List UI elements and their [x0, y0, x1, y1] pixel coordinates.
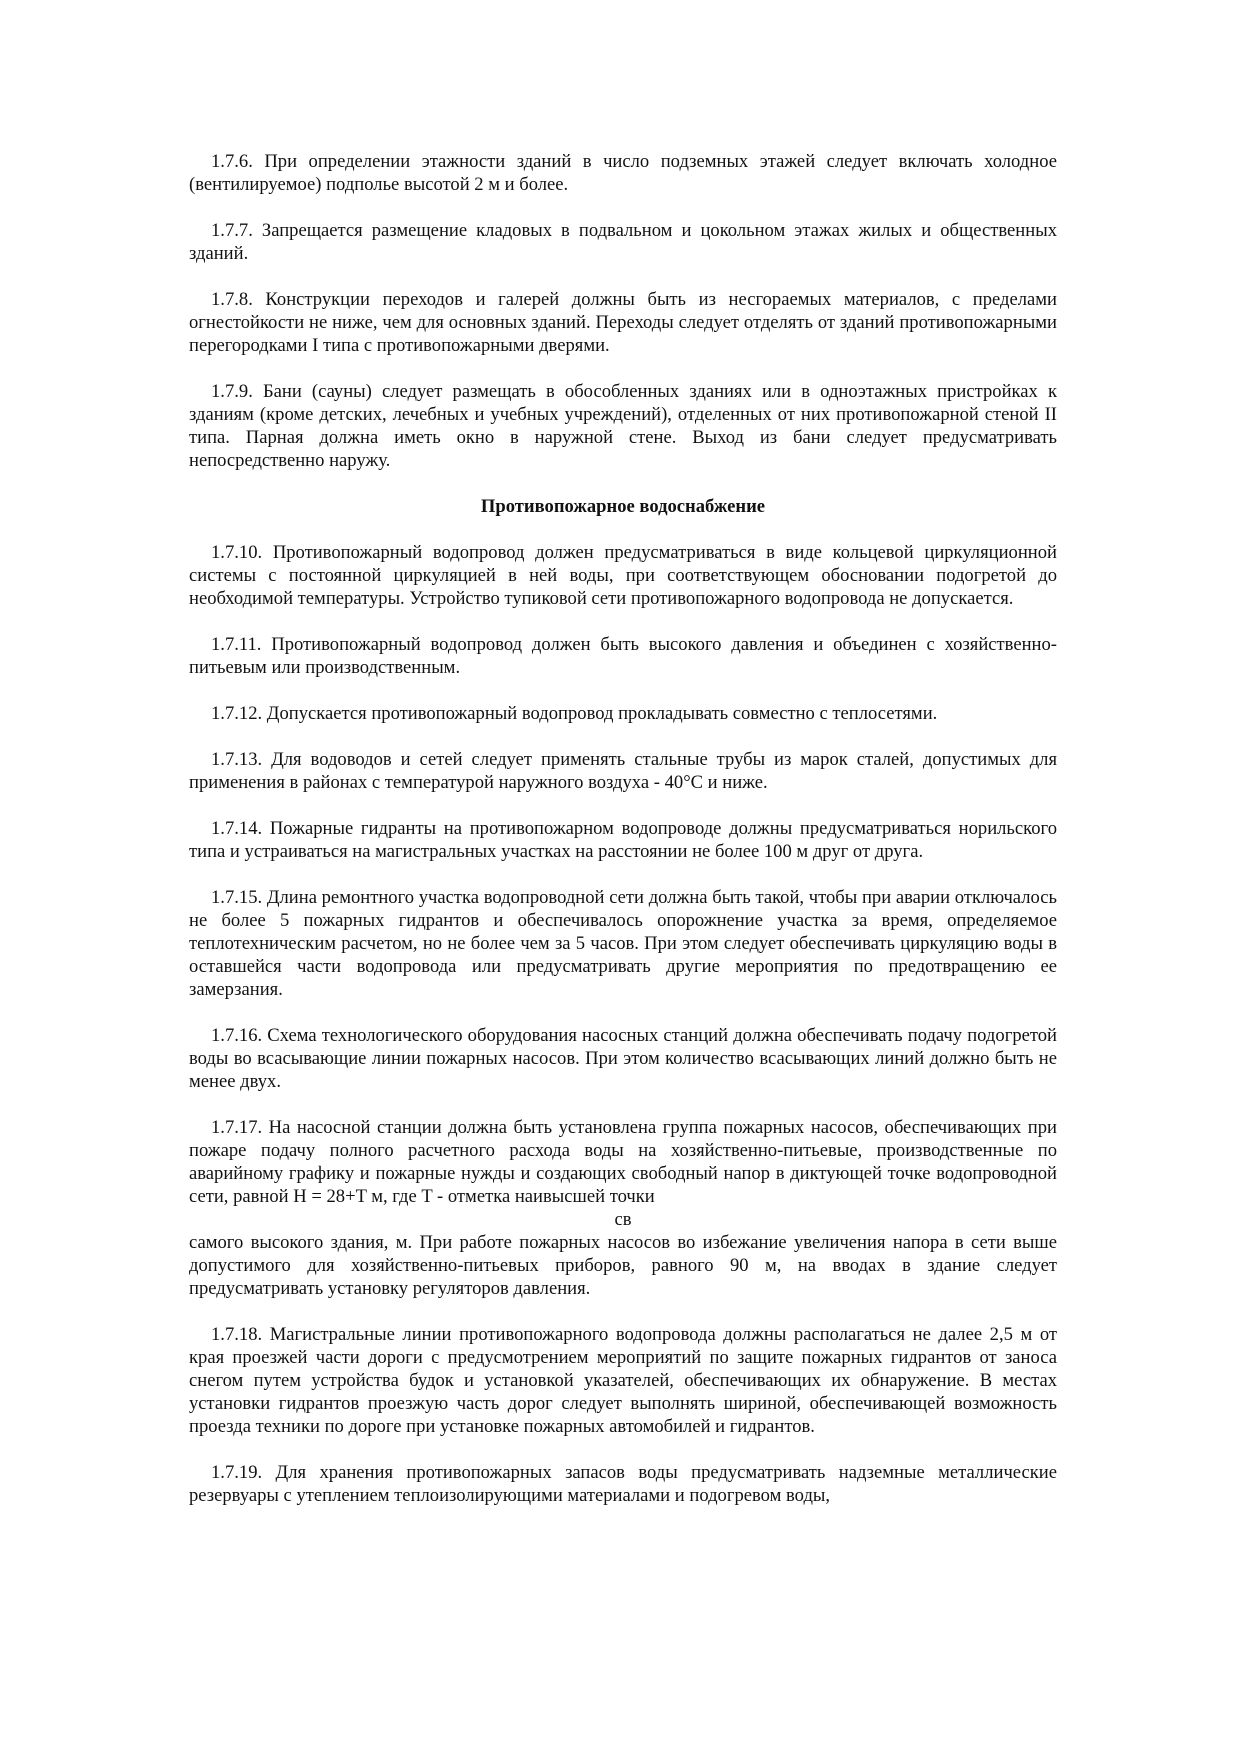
paragraph-1-7-6: 1.7.6. При определении этажности зданий в число подземных этажей следует включать холодное (вентилируемое) подполье высотой 2 м и более. — [189, 151, 1057, 195]
paragraph-1-7-8: 1.7.8. Конструкции переходов и галерей должны быть из несгораемых материалов, с пределами огнестойкости не ниже, чем для основных зданий. Переходы следует отделять от зданий противопожарными перегородками I типа с противопожарными дверями. — [189, 289, 1057, 356]
paragraph-1-7-18: 1.7.18. Магистральные линии противопожарного водопровода должны располагаться не далее 2,5 м от края проезжей части дороги с предусмотрением мероприятий по защите пожарных гидрантов от заноса снегом путем устройства будок и установкой указателей, обеспечивающих их обнаружение. В местах установки гидрантов проезжую часть дорог следует выполнять шириной, обеспечивающей возможность проезда техники по дороге при установке пожарных автомобилей и гидрантов. — [189, 1324, 1057, 1437]
paragraph-1-7-19: 1.7.19. Для хранения противопожарных запасов воды предусматривать надземные металлические резервуары с утеплением теплоизолирующими материалами и подогревом воды, — [189, 1462, 1057, 1506]
paragraph-1-7-17 — [189, 1116, 1057, 1300]
paragraph-1-7-12: 1.7.12. Допускается противопожарный водопровод прокладывать совместно с теплосетями. — [211, 703, 938, 724]
section-heading: Противопожарное водоснабжение — [480, 496, 766, 517]
paragraph-1-7-15: 1.7.15. Длина ремонтного участка водопроводной сети должна быть такой, чтобы при аварии отключалось не более 5 пожарных гидрантов и обеспечивалось опорожнение участка за время, определяемое теплотехническим расчетом, но не более чем за 5 часов. При этом следует обеспечивать циркуляцию воды в оставшейся части водопровода или предусматривать другие мероприятия по предотвращению ее замерзания. — [189, 887, 1057, 1000]
paragraph-1-7-10: 1.7.10. Противопожарный водопровод должен предусматриваться в виде кольцевой циркуляционной системы с постоянной циркуляцией в ней воды, при соответствующем обосновании подогретой до необходимой температуры. Устройство тупиковой сети противопожарного водопровода не допускается. — [189, 542, 1057, 609]
document-page — [189, 150, 1057, 1530]
paragraph-1-7-17-part-b: самого высокого здания, м. При работе пожарных насосов во избежание увеличения напора в сети выше допустимого для хозяйственно-питьевых приборов, равного 90 м, на вводах в здание следует предусматривать установку регуляторов давления. — [189, 1232, 1057, 1299]
paragraph-1-7-17-part-a: 1.7.17. На насосной станции должна быть установлена группа пожарных насосов, обеспечивающих при пожаре подачу полного расчетного расхода воды на хозяйственно-питьевые, производственные по аварийному графику и пожарные нужды и создающих свободный напор в диктующей точке водопроводной сети, равной H = 28+T м, где T - отметка наивысшей точки — [189, 1117, 1057, 1207]
paragraph-1-7-14: 1.7.14. Пожарные гидранты на противопожарном водопроводе должны предусматриваться норильского типа и устраиваться на магистральных участках на расстоянии не более 100 м друг от друга. — [189, 818, 1057, 862]
paragraph-1-7-11: 1.7.11. Противопожарный водопровод должен быть высокого давления и объединен с хозяйственно-питьевым или производственным. — [189, 634, 1057, 678]
paragraph-1-7-7: 1.7.7. Запрещается размещение кладовых в подвальном и цокольном этажах жилых и общественных зданий. — [189, 220, 1057, 264]
paragraph-1-7-16: 1.7.16. Схема технологического оборудования насосных станций должна обеспечивать подачу подогретой воды во всасывающие линии пожарных насосов. При этом количество всасывающих линий должно быть не менее двух. — [189, 1025, 1057, 1092]
subscript-sv: св — [614, 1209, 632, 1230]
paragraph-1-7-13: 1.7.13. Для водоводов и сетей следует применять стальные трубы из марок сталей, допустимых для применения в районах с температурой наружного воздуха - 40°С и ниже. — [189, 749, 1057, 793]
paragraph-1-7-9: 1.7.9. Бани (сауны) следует размещать в обособленных зданиях или в одноэтажных пристройках к зданиям (кроме детских, лечебных и учебных учреждений), отделенных от них противопожарной стеной II типа. Парная должна иметь окно в наружной стене. Выход из бани следует предусматривать непосредственно наружу. — [189, 381, 1057, 471]
